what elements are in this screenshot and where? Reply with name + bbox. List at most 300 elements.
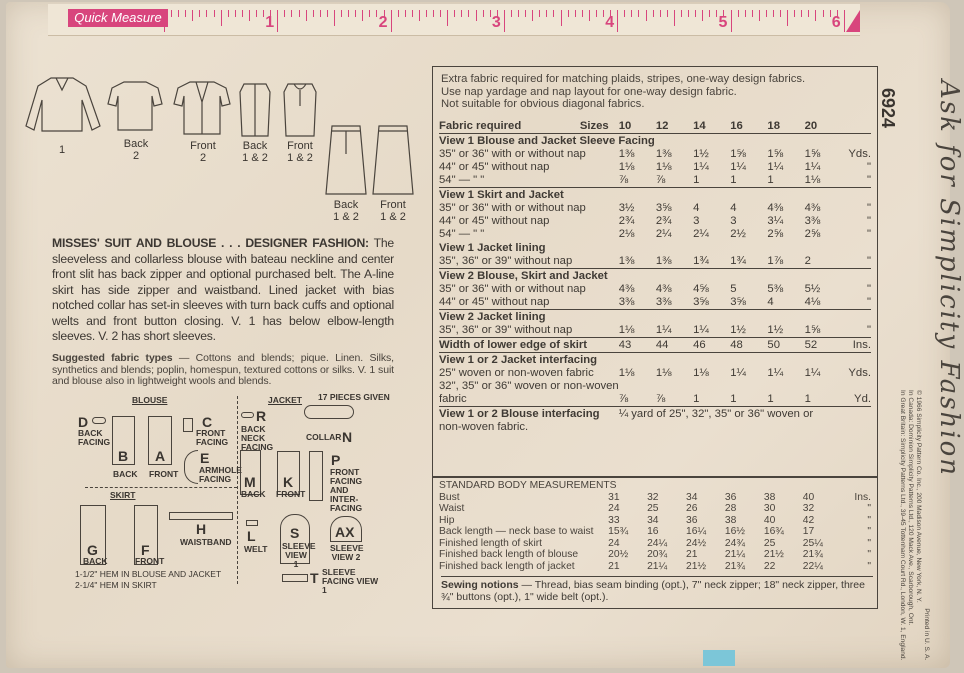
- ruler-tick: [433, 10, 434, 17]
- ruler-tick: [405, 10, 406, 17]
- table-row: [439, 324, 871, 338]
- ruler-tick: [745, 10, 746, 17]
- unit: [842, 380, 871, 393]
- piece-s-name: SLEEVE VIEW 1: [282, 541, 316, 569]
- piece-g-letter: G: [87, 542, 98, 558]
- measurement-value: 24: [608, 537, 620, 549]
- unit: Yds.: [848, 148, 871, 160]
- ruler-number: 5: [718, 14, 728, 31]
- measurement-label: Hip: [439, 514, 455, 526]
- row-label: 54" — " ": [439, 174, 485, 186]
- ruler-tick: [185, 10, 186, 17]
- ruler-tick: [582, 10, 583, 17]
- row-label: 25" woven or non-woven fabric: [439, 367, 594, 379]
- row-label: 54" — " ": [439, 228, 485, 240]
- row-label: 35", 36" or 39" without nap: [439, 324, 573, 336]
- ruler-tick: [206, 10, 207, 17]
- section-title: View 2 Blouse, Skirt and Jacket: [439, 269, 871, 284]
- row-label: fabric: [439, 393, 467, 405]
- fabric-types-text: — Cottons and blends; pique. Linen. Silks, synthetics and blends; poplin, homespun, textured cottons or silks. V. 1 suit and blouse also in lightweight wools and blends.: [52, 352, 394, 387]
- skirt-front-sketch: [371, 124, 415, 196]
- description-title: MISSES' SUIT AND BLOUSE . . . DESIGNER FASHION:: [52, 236, 369, 250]
- ruler-tick: [483, 10, 484, 17]
- section-value: 46: [693, 338, 730, 353]
- unit: ": [866, 202, 871, 214]
- ruler-tick: [242, 10, 243, 17]
- measurement-value: 17: [802, 526, 815, 537]
- unit: ": [866, 324, 871, 336]
- pieces-count: 17 PIECES GIVEN: [318, 392, 390, 402]
- ruler-tick: [249, 10, 250, 21]
- ruler-tick: [539, 10, 540, 17]
- body-measurements-table: [439, 480, 871, 572]
- piece-c-letter: C: [202, 414, 213, 430]
- row-label: 35" or 36" with or without nap: [439, 148, 586, 160]
- row-value: 2⅝: [767, 228, 784, 240]
- measurement-value: 26: [686, 503, 698, 514]
- ruler-tick: [511, 10, 512, 17]
- ruler-tick: [447, 10, 448, 26]
- table-row: [439, 161, 871, 174]
- measurement-value: 15¾: [608, 526, 629, 537]
- measurement-value: 24¾: [724, 537, 745, 549]
- measurement-label: Waist: [439, 503, 465, 514]
- row-value: 3: [693, 215, 700, 227]
- row-value: 1¾: [693, 255, 709, 267]
- ruler-tick: [674, 10, 675, 26]
- piece-r-shape: [241, 412, 254, 418]
- table-row: [439, 202, 871, 215]
- ruler-tick: [752, 10, 753, 17]
- blouse-front-label: Front 1 & 2: [287, 140, 313, 164]
- row-value: 2¼: [693, 228, 709, 240]
- row-value: 1: [693, 393, 700, 405]
- measurement-value: 22¼: [802, 560, 823, 572]
- ruler-tick: [376, 10, 377, 17]
- blouse-header: BLOUSE: [132, 395, 168, 405]
- piece-t-letter: T: [310, 570, 319, 586]
- ruler-tick: [355, 10, 356, 17]
- ruler-tick: [532, 10, 533, 21]
- row-label: 44" or 45" without nap: [439, 161, 550, 173]
- ruler-tick: [369, 10, 370, 17]
- row-value: 4⅛: [804, 296, 821, 308]
- row-value: 1⅞: [767, 255, 784, 267]
- divider-dashed: [237, 396, 238, 584]
- row-label: 35" or 36" with or without nap: [439, 202, 586, 214]
- table-row: [439, 283, 871, 296]
- piece-p-shape: [309, 451, 323, 501]
- row-value: 4: [730, 202, 737, 214]
- ruler-tick: [348, 10, 349, 17]
- measurement-row: [439, 503, 871, 515]
- row-value: [693, 421, 730, 434]
- piece-g-name: BACK: [83, 556, 108, 566]
- measurement-value: 24½: [686, 537, 707, 549]
- skirt-header: SKIRT: [110, 490, 136, 500]
- row-value: 1⅝: [730, 148, 746, 160]
- hem-note-skirt: 2-1/4" HEM IN SKIRT: [75, 580, 157, 590]
- blouse-back-sketch: [238, 82, 272, 138]
- ruler-tick: [263, 10, 264, 17]
- row-value: [656, 421, 693, 434]
- piece-k-name: FRONT: [276, 489, 306, 499]
- section-title: View 1 Blouse and Jacket Sleeve Facing: [439, 134, 871, 149]
- ruler-tick: [412, 10, 413, 17]
- row-value: 5½: [804, 283, 821, 295]
- unit: ": [867, 503, 871, 514]
- ruler-tick: [192, 10, 193, 21]
- piece-e-name: ARMHOLE FACING: [199, 465, 242, 484]
- row-value: 1: [730, 393, 737, 405]
- ruler-number: 2: [378, 14, 388, 31]
- ruler-tick: [284, 10, 285, 17]
- row-value: 2: [804, 255, 811, 267]
- section-value: 50: [767, 338, 804, 353]
- measurement-value: 32: [647, 491, 659, 503]
- ruler-tick: [624, 10, 625, 17]
- measurement-value: 16: [647, 526, 659, 537]
- unit: ": [866, 283, 871, 295]
- ruler-tick: [490, 10, 491, 17]
- copyright-line: Printed in U. S. A.: [923, 608, 930, 661]
- row-value: 3⅝: [655, 202, 672, 214]
- measurement-value: 20¾: [647, 549, 668, 560]
- ruler-tick: [313, 10, 314, 17]
- row-value: 1¼: [693, 161, 709, 173]
- ruler-tick: [787, 10, 788, 26]
- skirt-front-label: Front 1 & 2: [380, 199, 406, 223]
- row-value: 3½: [618, 202, 635, 214]
- row-value: 1⅝: [767, 148, 784, 160]
- piece-p-letter: P: [331, 452, 341, 468]
- row-value: 1¼: [767, 367, 784, 379]
- section-header: [439, 241, 871, 255]
- row-value: 4⅜: [804, 202, 821, 214]
- table-row: [439, 380, 871, 393]
- section-header: [439, 407, 871, 422]
- view-2-back-label: Back 2: [123, 138, 149, 162]
- row-value: 1¾: [730, 255, 746, 267]
- measurement-label: Back length — neck base to waist: [439, 526, 594, 537]
- ruler-tick: [468, 10, 469, 17]
- ruler-tick: [391, 10, 392, 32]
- unit: ": [866, 228, 871, 240]
- measurement-value: 30: [763, 503, 776, 514]
- description-body: The sleeveless and collarless blouse with bateau neckline and center front slit has back zipper and optional purchased belt. The A-line skirt has side zipper and waistband. Lined jacket with bias notched collar has set-in sleeves with turn back cuffs and optional welts and front button closing. V. 1 has below elbow-length sleeves. V. 2 has short sleeves.: [52, 236, 394, 343]
- row-value: ⅞: [618, 393, 629, 405]
- view-2-front-label: Front 2: [190, 140, 216, 164]
- measurement-label: Finished length of skirt: [439, 537, 543, 549]
- row-value: 1½: [693, 148, 709, 160]
- ruler-tick: [320, 10, 321, 17]
- measurement-value: 32: [802, 503, 815, 514]
- ruler-tick: [426, 10, 427, 17]
- ruler-tick: [766, 10, 767, 17]
- ruler-tick: [221, 10, 222, 26]
- measurement-value: 21½: [686, 560, 707, 572]
- ruler-tick: [731, 10, 732, 32]
- row-value: ⅞: [655, 174, 666, 186]
- row-value: [805, 380, 842, 393]
- unit: Yds.: [848, 367, 871, 379]
- piece-h-name: WAISTBAND: [180, 537, 232, 547]
- row-value: 5: [730, 283, 737, 295]
- measurement-label: Finished back length of blouse: [439, 549, 579, 560]
- row-value: 3⅜: [618, 296, 635, 308]
- piece-c-shape: [183, 418, 193, 432]
- measurement-value: 33: [608, 514, 620, 526]
- ruler-tick: [596, 10, 597, 17]
- piece-a-name: FRONT: [149, 469, 179, 479]
- row-value: [693, 380, 730, 393]
- ruler-label: Quick Measure: [68, 9, 168, 27]
- unit: ": [867, 560, 871, 572]
- piece-l-letter: L: [247, 528, 256, 544]
- row-value: 1⅛: [693, 367, 709, 379]
- measurement-value: 34: [686, 491, 698, 503]
- ruler-tick: [235, 10, 236, 17]
- unit: ": [867, 537, 871, 549]
- ruler-tick: [589, 10, 590, 21]
- ruler-tick: [773, 10, 774, 17]
- section-header: [439, 310, 871, 325]
- ruler-tick: [667, 10, 668, 17]
- piece-n-shape: [304, 405, 354, 419]
- table-header: [439, 120, 871, 134]
- row-value: 3¼: [767, 215, 784, 227]
- row-value: [767, 380, 804, 393]
- row-value: ⅞: [618, 174, 629, 186]
- row-value: 1: [804, 393, 811, 405]
- ruler-tick: [398, 10, 399, 17]
- table-row: [439, 255, 871, 269]
- row-value: 1⅜: [618, 148, 635, 160]
- row-value: 3⅜: [655, 296, 672, 308]
- measurements-divider: [433, 476, 877, 478]
- ruler-tick: [440, 10, 441, 17]
- ruler-tick: [716, 10, 717, 17]
- measurement-value: 36: [724, 491, 737, 503]
- skirt-back-sketch: [324, 124, 368, 196]
- ruler-number: 1: [265, 14, 275, 31]
- piece-r-name: BACK NECK FACING: [241, 424, 274, 452]
- unit: ": [866, 174, 871, 186]
- ruler-tick: [461, 10, 462, 17]
- row-value: 1½: [730, 324, 746, 336]
- section-value: 48: [730, 338, 767, 353]
- table-row: [439, 148, 871, 161]
- size-header: 16: [730, 120, 767, 134]
- copyright-line: © 1966 Simplicity Pattern Co. Inc., 200 Madison Avenue, New York, N. Y.: [915, 390, 922, 603]
- unit: ": [867, 526, 871, 537]
- measurement-value: 42: [802, 514, 815, 526]
- ruler-tick: [681, 10, 682, 17]
- table-row: [439, 421, 871, 434]
- section-header: [439, 134, 871, 149]
- piece-m-letter: M: [244, 474, 256, 490]
- ruler-end-arrow-icon: [846, 10, 860, 32]
- measurement-value: 24¼: [647, 537, 668, 549]
- row-value: 5⅜: [767, 283, 784, 295]
- ruler-tick: [631, 10, 632, 17]
- row-value: 1¼: [730, 161, 746, 173]
- row-label: non-woven fabric.: [439, 421, 529, 433]
- piece-c-name: FRONT FACING: [196, 428, 229, 447]
- row-value: 1¼: [767, 161, 784, 173]
- copyright-line: In Canada: Dominion Simplicity Patterns Ltd., 120 Mack Ave., Scarborough, Ont.: [907, 390, 914, 626]
- piece-h-shape: [169, 512, 233, 520]
- ruler-tick: [454, 10, 455, 17]
- hem-note-blouse-jacket: 1-1/2" HEM IN BLOUSE AND JACKET: [75, 569, 222, 579]
- ruler-tick: [341, 10, 342, 17]
- measurement-row: [439, 515, 871, 527]
- piece-ax-name: SLEEVE VIEW 2: [330, 543, 364, 562]
- row-value: [767, 421, 804, 434]
- piece-d-shape: [92, 417, 106, 424]
- ruler-tick: [327, 10, 328, 17]
- ruler-tick: [199, 10, 200, 17]
- piece-e-letter: E: [200, 450, 210, 466]
- row-value: 2½: [730, 228, 746, 240]
- ruler-tick: [794, 10, 795, 17]
- view-1-label: 1: [58, 144, 66, 156]
- piece-r-letter: R: [256, 408, 267, 424]
- blouse-front-sketch: [282, 82, 318, 138]
- table-row: [439, 215, 871, 228]
- row-label: 44" or 45" without nap: [439, 215, 550, 227]
- section-value: 43: [619, 338, 656, 353]
- section-title: View 1 Jacket lining: [439, 242, 546, 254]
- section-title: Width of lower edge of skirt: [439, 338, 619, 353]
- row-label: 35", 36" or 39" without nap: [439, 255, 573, 267]
- ruler-tick: [759, 10, 760, 21]
- ruler-tick: [830, 10, 831, 17]
- measurement-value: 25¼: [802, 537, 823, 549]
- row-value: 1¼: [693, 324, 709, 336]
- measurement-value: 25: [763, 537, 776, 549]
- row-label: 44" or 45" without nap: [439, 296, 550, 308]
- row-value: 1¼: [730, 367, 746, 379]
- ruler-tick: [638, 10, 639, 17]
- blue-tab: [703, 650, 735, 666]
- ruler-tick: [518, 10, 519, 17]
- section-header: [439, 338, 871, 353]
- row-value: 1⅛: [618, 324, 635, 336]
- row-value: 4⅜: [767, 202, 784, 214]
- ruler-number: 6: [831, 14, 841, 31]
- unit: ": [866, 255, 871, 267]
- row-value: 1⅛: [618, 367, 635, 379]
- measurement-value: 40: [802, 491, 815, 503]
- size-header: 18: [767, 120, 804, 134]
- piece-s-letter: S: [290, 525, 300, 541]
- row-value: 1⅛: [655, 161, 672, 173]
- measurement-value: 16¾: [763, 526, 784, 537]
- ruler-tick: [419, 10, 420, 21]
- ruler-tick: [525, 10, 526, 17]
- row-value: 1: [730, 174, 737, 186]
- ruler-tick: [808, 10, 809, 17]
- row-value: 1⅜: [655, 148, 672, 160]
- piece-b-name: BACK: [113, 469, 138, 479]
- table-row: [439, 228, 871, 241]
- piece-t-shape: [282, 574, 308, 582]
- header-label: Fabric required: [439, 120, 566, 134]
- ruler-tick: [695, 10, 696, 17]
- ruler-tick: [164, 10, 165, 32]
- unit: ": [866, 296, 871, 308]
- ruler-tick: [171, 10, 172, 17]
- unit: Ins.: [842, 338, 871, 353]
- ruler-tick: [702, 10, 703, 21]
- measurement-value: 34: [647, 514, 659, 526]
- measurement-value: 21: [608, 560, 620, 572]
- ruler-number: 3: [491, 14, 501, 31]
- row-value: 4⅝: [693, 283, 709, 295]
- ruler-tick: [178, 10, 179, 17]
- table-row: [439, 367, 871, 380]
- ruler-tick: [823, 10, 824, 17]
- piece-l-shape: [246, 520, 258, 526]
- measurement-value: 21¼: [647, 560, 668, 572]
- row-value: 3⅝: [693, 296, 709, 308]
- piece-f-letter: F: [141, 542, 150, 558]
- measurement-row: [439, 492, 871, 504]
- ruler-tick: [653, 10, 654, 17]
- row-value: 4: [693, 202, 700, 214]
- unit: ": [867, 514, 871, 526]
- row-value: 1: [767, 393, 774, 405]
- piece-b-letter: B: [118, 448, 129, 464]
- row-value: [730, 380, 767, 393]
- row-value: 1⅝: [804, 148, 821, 160]
- size-header: 12: [656, 120, 693, 134]
- section-value: 44: [656, 338, 693, 353]
- section-header: [439, 188, 871, 203]
- ruler-tick: [815, 10, 816, 21]
- measurement-value: 22: [763, 560, 776, 572]
- piece-n-letter: N: [342, 429, 353, 445]
- measurement-row: [439, 561, 871, 573]
- fabric-types-label: Suggested fabric types: [52, 352, 173, 364]
- section-title: View 2 Jacket lining: [439, 310, 871, 325]
- measurement-value: 38: [724, 514, 737, 526]
- measurement-value: 20½: [608, 549, 629, 560]
- row-value: 2¾: [655, 215, 672, 227]
- measurements-title: STANDARD BODY MEASUREMENTS: [439, 480, 617, 491]
- handwritten-note: Ask for Simplicity Fashion: [934, 80, 964, 478]
- size-header: 20: [805, 120, 842, 134]
- ruler-tick: [575, 10, 576, 17]
- row-value: 1⅜: [618, 255, 635, 267]
- row-value: 1⅛: [618, 161, 635, 173]
- size-header: 10: [619, 120, 656, 134]
- row-value: 3⅝: [730, 296, 746, 308]
- unit: ": [866, 161, 871, 173]
- unit-header: [842, 120, 871, 134]
- row-value: 2⅛: [618, 228, 635, 240]
- measurement-value: 21¾: [802, 549, 823, 560]
- ruler-tick: [603, 10, 604, 17]
- ruler-tick: [561, 10, 562, 26]
- row-value: 3⅜: [804, 215, 821, 227]
- ruler-tick: [568, 10, 569, 17]
- row-value: [619, 421, 656, 434]
- measurement-value: 16½: [724, 526, 745, 537]
- ruler-tick: [299, 10, 300, 17]
- measurement-value: 28: [724, 503, 737, 514]
